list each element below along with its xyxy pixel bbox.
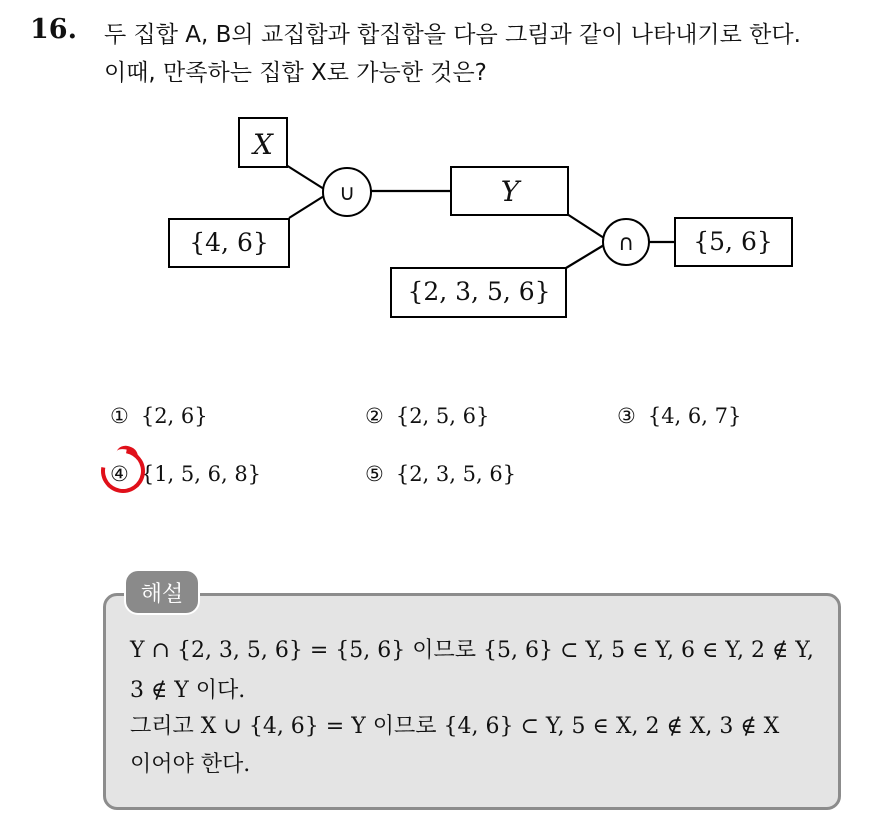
union-symbol: ∪: [338, 181, 356, 206]
box-set-46-label: {4, 6}: [189, 228, 269, 257]
solution-tag: 해설: [126, 571, 198, 613]
solution-line1: Y ∩ {2, 3, 5, 6} = {5, 6} 이므로 {5, 6} ⊂ Y, 5 ∈ Y, 6 ∈ Y, 2 ∉ Y,: [130, 638, 814, 663]
choice-2-text: {2, 5, 6}: [395, 404, 490, 428]
wire-2356-to-intersection: [566, 245, 604, 268]
wire-x-to-union: [286, 165, 324, 189]
box-set-2356-label: {2, 3, 5, 6}: [407, 277, 551, 306]
solution-line4: 이어야 한다.: [130, 752, 251, 777]
choice-1[interactable]: [110, 404, 208, 428]
choice-5-text: {2, 3, 5, 6}: [395, 462, 517, 486]
choice-3-mark: ③: [617, 404, 636, 428]
choice-1-mark: ①: [110, 404, 129, 428]
choice-5[interactable]: [365, 462, 516, 486]
choice-2-mark: ②: [365, 404, 384, 428]
box-x-label: X: [253, 128, 273, 161]
choice-5-mark: ⑤: [365, 462, 384, 486]
box-y-label: Y: [500, 175, 520, 208]
choice-3[interactable]: [617, 404, 741, 428]
solution-line2: 3 ∉ Y 이다.: [130, 678, 246, 703]
intersection-symbol: ∩: [617, 231, 635, 256]
solution-line3: 그리고 X ∪ {4, 6} = Y 이므로 {4, 6} ⊂ Y, 5 ∈ X, 2 ∉ X, 3 ∉ X: [130, 714, 780, 739]
set-operation-diagram: [0, 0, 884, 400]
choice-3-text: {4, 6, 7}: [647, 404, 742, 428]
wire-46-to-union: [289, 196, 324, 218]
question-text-line1: 두 집합 A, B의 교집합과 합집합을 다음 그림과 같이 나타내기로 한다.: [104, 22, 801, 48]
wire-y-to-intersection: [567, 214, 604, 238]
question-text-line2: 이때, 만족하는 집합 X로 가능한 것은?: [104, 60, 487, 86]
choice-1-text: {2, 6}: [140, 404, 208, 428]
choice-4-mark: ④: [110, 462, 129, 486]
choice-4-text: {1, 5, 6, 8}: [140, 462, 262, 486]
choice-2[interactable]: [365, 404, 489, 428]
box-result-label: {5, 6}: [693, 227, 773, 256]
question-number: 16.: [30, 14, 77, 45]
